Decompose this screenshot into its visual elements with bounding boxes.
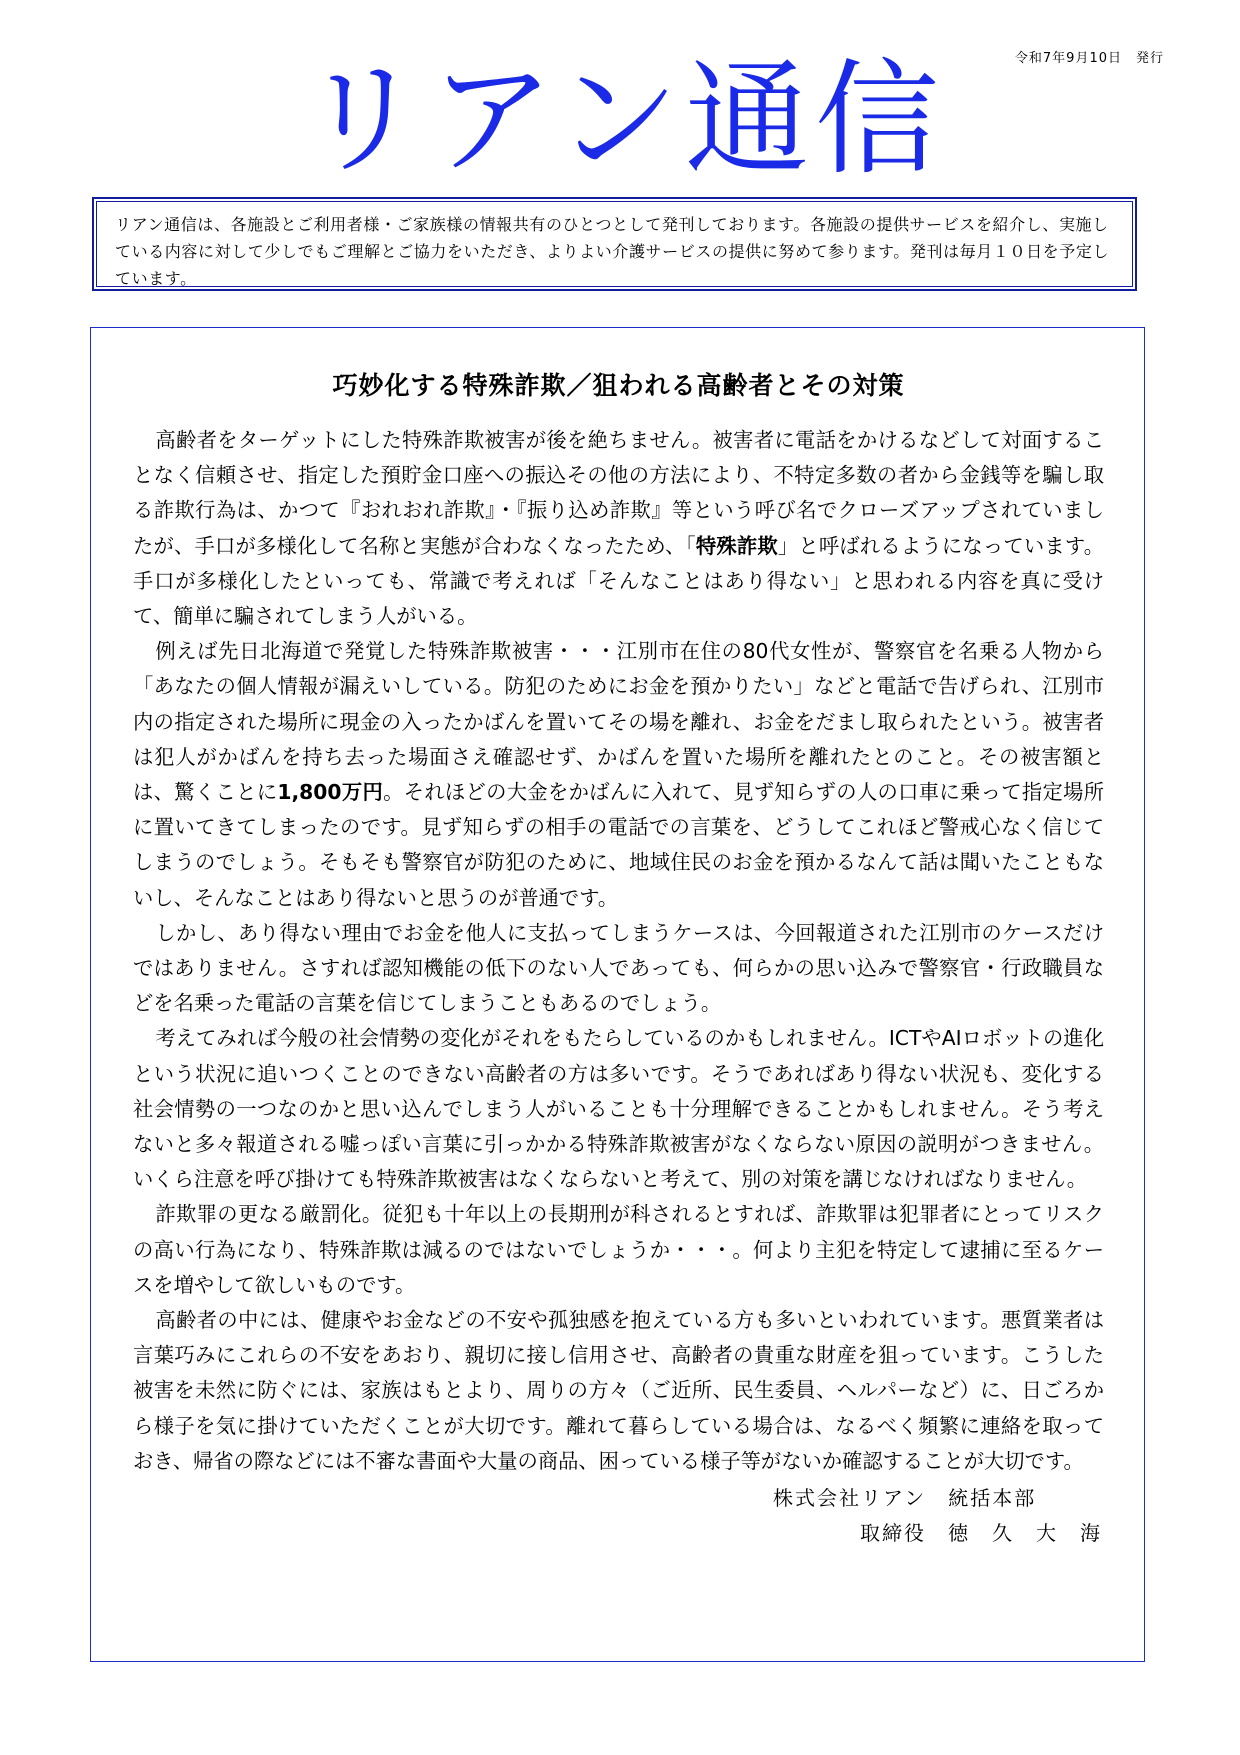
paragraph-1-text-b: 」と呼ばれるようになっています。手口が多様化したといっても、常識で考えれば「そんなことはあり得ない」と思われる内容を真に受けて、簡単に騙されてしまう人がいる。 <box>133 533 1104 629</box>
issue-date: 令和7年9月10日 発行 <box>1014 51 1164 66</box>
paragraph-2-text-b: 。それほどの大金をかばんに入れて、見ず知らずの人の口車に乗って指定場所に置いてきてしまったのです。見ず知らずの相手の電話での言葉を、どうしてこれほど警戒心なく信じてしまうのでしょう。そもそも警察官が防犯のために、地域住民のお金を預かるなんて話は聞いたこともないし、そんなことはあり得ないと思うのが普通です。 <box>133 780 1104 910</box>
paragraph-1 <box>133 423 1104 634</box>
paragraph-2-text-a: 例えば先日北海道で発覚した特殊詐欺被害・・・江別市在住の80代女性が、警察官を名乗る人物から「あなたの個人情報が漏えいしている。防犯のためにお金を預かりたい」などと電話で告げられ、江別市内の指定された場所に現金の入ったかばんを置いてその場を離れ、お金をだまし取られたという。被害者は犯人がかばんを持ち去った場面さえ確認せず、かばんを置いた場所を離れたとのこと。その被害額とは、驚くことに <box>133 639 1104 805</box>
paragraph-4: 考えてみれば今般の社会情勢の変化がそれをもたらしているのかもしれません。ICTやAIロボットの進化という状況に追いつくことのできない高齢者の方は多いです。そうであればあり得ない状況も、変化する社会情勢の一つなのかと思い込んでしまう人がいることも十分理解できることかもしれません。そう考えないと多々報道される嘘っぽい言葉に引っかかる特殊詐欺被害がなくならない原因の説明がつきません。いくら注意を呼び掛けても特殊詐欺被害はなくならないと考えて、別の対策を講じなければなりません。 <box>133 1026 1104 1192</box>
intro-text: リアン通信は、各施設とご利用者様・ご家族様の情報共有のひとつとして発刊しております。各施設の提供サービスを紹介し、実施している内容に対して少しでもご理解とご協力をいただき、よりよい介護サービスの提供に努めて参ります。発刊は毎月１０日を予定しています。 <box>96 201 1133 287</box>
article-body <box>133 423 1104 1479</box>
signature-name: 取締役 徳 久 大 海 <box>860 1521 1102 1546</box>
signature-block <box>133 1481 1104 1551</box>
intro-box <box>92 197 1137 291</box>
emphasis-tokushu-sagi: 特殊詐欺 <box>695 533 778 558</box>
emphasis-damage-amount: 1,800万円 <box>277 780 384 805</box>
paragraph-1-text-a: 高齢者をターゲットにした特殊詐欺被害が後を絶ちません。被害者に電話をかけるなどして対面することなく信頼させ、指定した預貯金口座への振込その他の方法により、不特定多数の者から金銭等を騙し取る詐欺行為は、かつて『おれおれ詐欺』・『振り込め詐欺』等という呼び名でクローズアップされていましたが、手口が多様化して名称と実態が合わなくなったため、「 <box>133 428 1104 558</box>
article-title: 巧妙化する特殊詐欺／狙われる高齢者とその対策 <box>332 371 905 400</box>
paragraph-3: しかし、あり得ない理由でお金を他人に支払ってしまうケースは、今回報道された江別市のケースだけではありません。さすれば認知機能の低下のない人であっても、何らかの思い込みで警察官・行政職員などを名乗った電話の言葉を信じてしまうこともあるのでしょう。 <box>133 920 1104 1016</box>
signature-company: 株式会社リアン 統括本部 <box>773 1486 1037 1511</box>
paragraph-6: 高齢者の中には、健康やお金などの不安や孤独感を抱えている方も多いといわれています。悪質業者は言葉巧みにこれらの不安をあおり、親切に接し信用させ、高齢者の貴重な財産を狙っています。こうした被害を未然に防ぐには、家族はもとより、周りの方々（ご近所、民生委員、ヘルパーなど）に、日ごろから様子を気に掛けていただくことが大切です。離れて暮らしている場合は、なるべく頻繁に連絡を取っておき、帰省の際などには不審な書面や大量の商品、困っている様子等がないか確認することが大切です。 <box>133 1308 1104 1473</box>
masthead-title: リアン通信 <box>300 48 946 192</box>
paragraph-2 <box>133 634 1104 916</box>
paragraph-5: 詐欺罪の更なる厳罰化。従犯も十年以上の長期刑が科されるとすれば、詐欺罪は犯罪者にとってリスクの高い行為になり、特殊詐欺は減るのではないでしょうか・・・。何より主犯を特定して逮捕に至るケースを増やして欲しいものです。 <box>133 1202 1104 1297</box>
article-frame <box>90 327 1145 1662</box>
